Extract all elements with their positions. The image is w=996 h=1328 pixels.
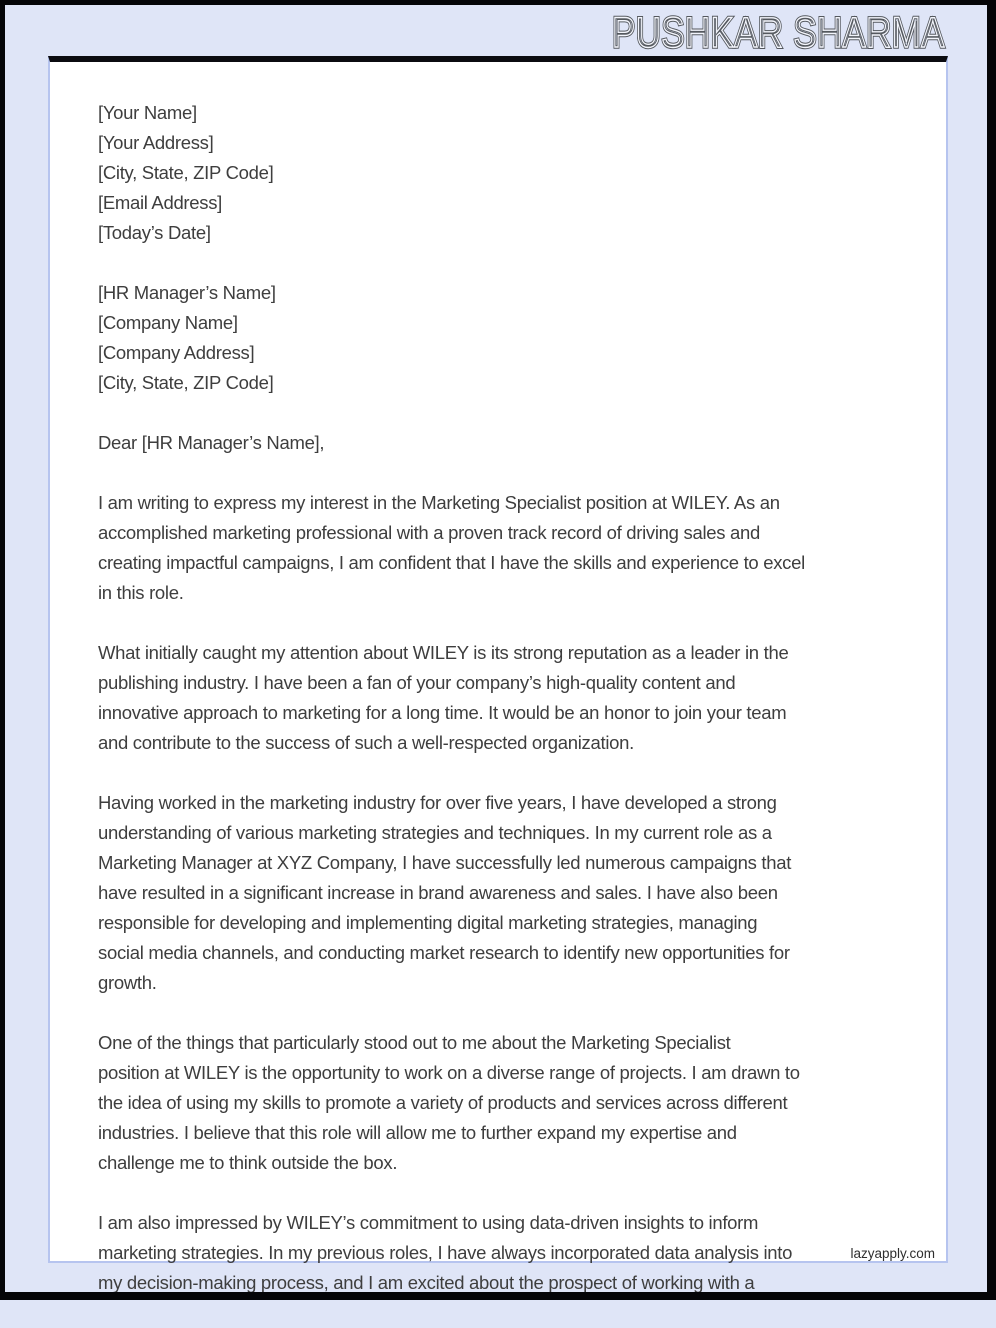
letter-line: growth. [98, 972, 157, 993]
sender-line: [Your Name] [98, 102, 197, 123]
letter-line: understanding of various marketing strategies and techniques. In my current role as a [98, 822, 772, 843]
recipient-line: [Company Name] [98, 312, 238, 333]
paragraph-4 [98, 1028, 894, 1178]
letter-line: in this role. [98, 582, 184, 603]
sender-line: [Your Address] [98, 132, 214, 153]
letter-line: and contribute to the success of such a well-respected organization. [98, 732, 634, 753]
letter-line: innovative approach to marketing for a long time. It would be an honor to join your team [98, 702, 787, 723]
letter-content [98, 98, 894, 1328]
letter-line: I am also impressed by WILEY’s commitment to using data-driven insights to inform [98, 1212, 759, 1233]
letter-line: industries. I believe that this role will allow me to further expand my expertise and [98, 1122, 737, 1143]
paragraph-3 [98, 788, 894, 998]
letter-line: marketing strategies. In my previous roles, I have always incorporated data analysis into [98, 1242, 793, 1263]
letter-line: challenge me to think outside the box. [98, 1152, 398, 1173]
letter-line: Marketing Manager at XYZ Company, I have successfully led numerous campaigns that [98, 852, 792, 873]
sender-line: [City, State, ZIP Code] [98, 162, 274, 183]
sender-block [98, 98, 894, 248]
recipient-line: [City, State, ZIP Code] [98, 372, 274, 393]
paragraph-2 [98, 638, 894, 758]
sender-line: [Today’s Date] [98, 222, 211, 243]
letter-line: publishing industry. I have been a fan of your company’s high-quality content and [98, 672, 736, 693]
letter-line: the idea of using my skills to promote a variety of products and services across different [98, 1092, 788, 1113]
letter-line: position at WILEY is the opportunity to work on a diverse range of projects. I am drawn to [98, 1062, 800, 1083]
letter-line: my decision-making process, and I am excited about the prospect of working with a [98, 1272, 755, 1293]
recipient-line: [Company Address] [98, 342, 255, 363]
letter-line: I am writing to express my interest in the Marketing Specialist position at WILEY. As an [98, 492, 780, 513]
sender-line: [Email Address] [98, 192, 223, 213]
salutation-line: Dear [HR Manager’s Name], [98, 432, 325, 453]
salutation [98, 428, 894, 458]
letter-line: One of the things that particularly stood out to me about the Marketing Specialist [98, 1032, 731, 1053]
header-name: PUSHKAR SHARMA PUSHKAR SHARMA [612, 12, 945, 55]
letter-line: accomplished marketing professional with a proven track record of driving sales and [98, 522, 760, 543]
letter-line: responsible for developing and implementing digital marketing strategies, managing [98, 912, 758, 933]
letter-line: creating impactful campaigns, I am confident that I have the skills and experience to excel [98, 552, 805, 573]
recipient-block [98, 278, 894, 398]
letter-line: Having worked in the marketing industry for over five years, I have developed a strong [98, 792, 777, 813]
letter-line: have resulted in a significant increase in brand awareness and sales. I have also been [98, 882, 778, 903]
watermark: lazyapply.com [850, 1246, 935, 1261]
paragraph-5 [98, 1208, 894, 1298]
letter-line: social media channels, and conducting market research to identify new opportunities for [98, 942, 790, 963]
paragraph-1 [98, 488, 894, 608]
recipient-line: [HR Manager’s Name] [98, 282, 276, 303]
letter-line: What initially caught my attention about WILEY is its strong reputation as a leader in the [98, 642, 789, 663]
